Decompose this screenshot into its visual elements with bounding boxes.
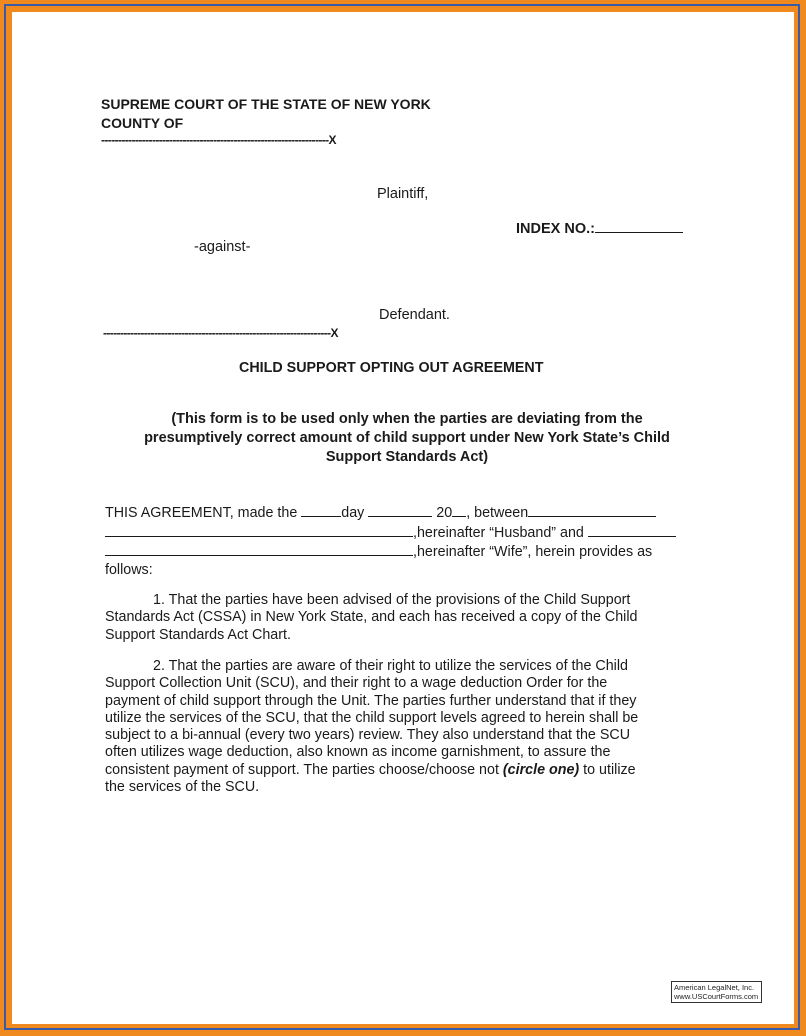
paragraph-line: subject to a bi-annual (every two years) review. They also understand that the SCU — [105, 727, 631, 744]
document-title: CHILD SUPPORT OPTING OUT AGREEMENT — [239, 360, 544, 376]
husband-name-blank-2 — [105, 523, 413, 537]
publisher-url: www.USCourtForms.com — [674, 992, 759, 1001]
document-page — [12, 12, 794, 1024]
caption-separator-top: -------------------------------------------------------------------X — [101, 133, 336, 147]
paragraph-text: to utilize — [579, 761, 636, 778]
paragraph-2 — [105, 658, 697, 796]
preamble-text: 20 — [436, 505, 453, 521]
paragraph-line: Support Standards Act Chart. — [105, 626, 291, 643]
publisher-name: American LegalNet, Inc. — [674, 983, 755, 992]
day-blank — [301, 503, 341, 517]
index-number — [516, 219, 683, 237]
index-label: INDEX NO.: — [516, 221, 595, 237]
paragraph-1 — [105, 592, 697, 644]
paragraph-line: Standards Act (CSSA) in New York State, and each has received a copy of the Child — [105, 609, 638, 626]
agreement-preamble — [105, 503, 697, 579]
year-blank — [452, 503, 466, 517]
wife-name-blank-2 — [105, 542, 413, 556]
paragraph-line: utilize the services of the SCU, that the child support levels agreed to herein shall be — [105, 709, 639, 726]
preamble-text: day — [341, 505, 365, 521]
preamble-text: ,hereinafter “Husband” and — [413, 524, 584, 541]
plaintiff-label: Plaintiff, — [377, 186, 429, 202]
notice-line: presumptively correct amount of child support under New York State’s Child — [144, 430, 670, 446]
court-name: SUPREME COURT OF THE STATE OF NEW YORK — [101, 96, 431, 112]
paragraph-line: 2. That the parties are aware of their right to utilize the services of the Child — [153, 658, 628, 674]
wife-name-blank — [588, 523, 676, 537]
preamble-text: ,hereinafter “Wife”, herein provides as — [413, 544, 653, 560]
index-number-blank — [595, 219, 683, 233]
caption-separator-bottom: -------------------------------------------------------------------X — [103, 326, 338, 340]
notice-line: Support Standards Act) — [325, 449, 489, 465]
preamble-text: follows: — [105, 561, 153, 578]
paragraph-line: payment of child support through the Unit. The parties further understand that if they — [105, 692, 637, 709]
circle-one-emphasis: (circle one) — [502, 761, 580, 778]
paragraph-line: Support Collection Unit (SCU), and their right to a wage deduction Order for the — [105, 675, 608, 692]
paragraph-line: 1. That the parties have been advised of the provisions of the Child Support — [153, 592, 631, 608]
publisher-stamp — [671, 981, 762, 1003]
county-line: COUNTY OF — [101, 115, 184, 131]
notice-line: (This form is to be used only when the parties are deviating from the — [171, 411, 643, 427]
defendant-label: Defendant. — [379, 307, 450, 323]
paragraph-text: consistent payment of support. The parties choose/choose not — [105, 761, 503, 778]
husband-name-blank — [528, 503, 656, 517]
preamble-text: THIS AGREEMENT, made the — [105, 505, 298, 521]
paragraph-line: often utilizes wage deduction, also known as income garnishment, to assure the — [105, 744, 611, 761]
paragraph-line: the services of the SCU. — [105, 779, 260, 796]
paragraph-line — [105, 762, 697, 779]
against-label: -against- — [194, 239, 251, 255]
preamble-text: , between — [466, 505, 529, 521]
usage-notice — [112, 410, 702, 467]
month-blank — [368, 503, 432, 517]
